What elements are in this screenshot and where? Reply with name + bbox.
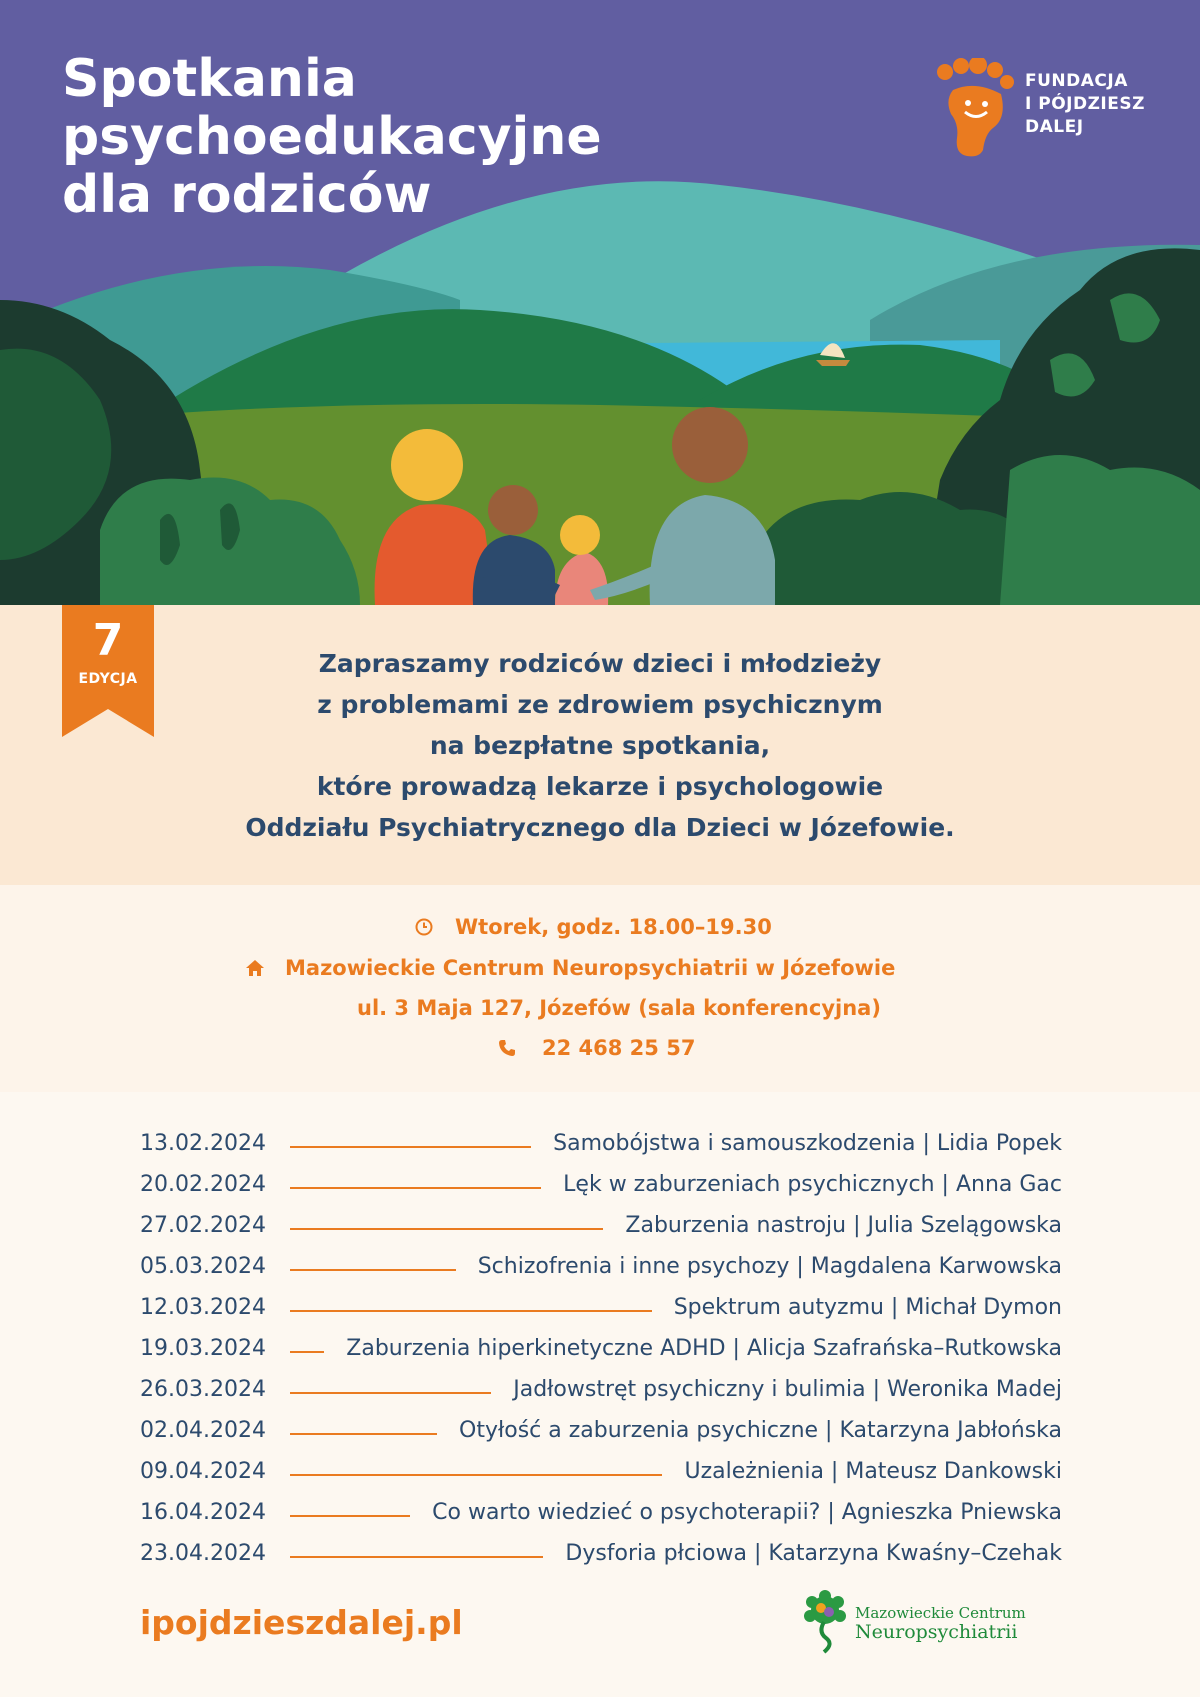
schedule-row — [140, 1205, 1062, 1245]
schedule-row — [140, 1246, 1062, 1286]
title-line-3: dla rodziców — [62, 165, 432, 225]
session-topic: Zaburzenia nastroju | Julia Szelągowska — [625, 1212, 1062, 1238]
session-date: 19.03.2024 — [140, 1335, 266, 1361]
session-date: 05.03.2024 — [140, 1253, 266, 1279]
row-leader-line — [290, 1228, 603, 1230]
session-topic: Otyłość a zaburzenia psychiczne | Katarzyna Jabłońska — [459, 1417, 1062, 1443]
edition-label: EDYCJA — [78, 671, 138, 687]
session-topic: Dysforia płciowa | Katarzyna Kwaśny–Czehak — [565, 1540, 1062, 1566]
home-icon — [245, 954, 275, 982]
session-topic: Spektrum autyzmu | Michał Dymon — [673, 1294, 1062, 1320]
session-date: 20.02.2024 — [140, 1171, 266, 1197]
time-info — [415, 913, 772, 941]
session-date: 27.02.2024 — [140, 1212, 266, 1238]
address-info — [357, 994, 881, 1022]
foundation-logo — [935, 58, 1165, 158]
title-line-1: Spotkania — [62, 49, 357, 109]
schedule-row — [140, 1533, 1062, 1573]
logo-line-2: I PÓJDZIESZ — [1025, 94, 1145, 114]
logo-line-3: DALEJ — [1025, 117, 1084, 137]
invitation-line-2: z problemami ze zdrowiem psychicznym — [317, 690, 883, 719]
partner-name — [855, 1604, 1026, 1642]
session-date: 26.03.2024 — [140, 1376, 266, 1402]
logo-line-1: FUNDACJA — [1025, 71, 1128, 91]
invitation-text — [150, 643, 1050, 848]
row-leader-line — [290, 1474, 662, 1476]
row-leader-line — [290, 1515, 410, 1517]
session-date: 23.04.2024 — [140, 1540, 266, 1566]
partner-logo — [800, 1588, 1070, 1658]
schedule-row — [140, 1451, 1062, 1491]
schedule-row — [140, 1369, 1062, 1409]
invitation-line-1: Zapraszamy rodziców dzieci i młodzieży — [318, 649, 882, 678]
schedule-row — [140, 1328, 1062, 1368]
schedule-row — [140, 1492, 1062, 1532]
session-topic: Zaburzenia hiperkinetyczne ADHD | Alicja Szafrańska–Rutkowska — [346, 1335, 1062, 1361]
session-date: 16.04.2024 — [140, 1499, 266, 1525]
row-leader-line — [290, 1269, 456, 1271]
invitation-line-3: na bezpłatne spotkania, — [429, 731, 771, 760]
session-date: 09.04.2024 — [140, 1458, 266, 1484]
row-leader-line — [290, 1433, 437, 1435]
schedule-row — [140, 1164, 1062, 1204]
session-topic: Samobójstwa i samouszkodzenia | Lidia Popek — [553, 1130, 1062, 1156]
invitation-line-4: które prowadzą lekarze i psychologowie — [316, 772, 884, 801]
schedule-row — [140, 1287, 1062, 1327]
address-text: ul. 3 Maja 127, Józefów (sala konferencyjna) — [357, 996, 881, 1020]
session-date: 12.03.2024 — [140, 1294, 266, 1320]
session-date: 02.04.2024 — [140, 1417, 266, 1443]
session-topic: Co warto wiedzieć o psychoterapii? | Agnieszka Pniewska — [432, 1499, 1062, 1525]
row-leader-line — [290, 1556, 543, 1558]
footprint-icon — [935, 58, 1021, 158]
hero-illustration — [0, 0, 1200, 605]
time-text: Wtorek, godz. 18.00–19.30 — [455, 915, 772, 939]
title-line-2: psychoedukacyjne — [62, 107, 602, 167]
phone-icon — [498, 1034, 528, 1062]
row-leader-line — [290, 1351, 324, 1353]
flower-icon — [800, 1588, 850, 1654]
edition-number: 7 — [92, 615, 124, 666]
partner-line-1: Mazowieckie Centrum — [855, 1604, 1026, 1622]
edition-badge — [62, 605, 154, 737]
phone-info — [498, 1034, 695, 1062]
phone-text: 22 468 25 57 — [542, 1036, 696, 1060]
session-topic: Jadłowstręt psychiczny i bulimia | Weronika Madej — [513, 1376, 1062, 1402]
schedule-row — [140, 1410, 1062, 1450]
session-date: 13.02.2024 — [140, 1130, 266, 1156]
row-leader-line — [290, 1187, 541, 1189]
row-leader-line — [290, 1146, 531, 1148]
session-topic: Schizofrenia i inne psychozy | Magdalena Karwowska — [477, 1253, 1062, 1279]
foundation-name — [1025, 70, 1145, 139]
partner-line-2: Neuropsychiatrii — [855, 1621, 1018, 1643]
invitation-line-5: Oddziału Psychiatrycznego dla Dzieci w Józefowie. — [245, 813, 955, 842]
clock-icon — [415, 913, 445, 941]
venue-text: Mazowieckie Centrum Neuropsychiatrii w Józefowie — [285, 956, 896, 980]
website-link[interactable]: ipojdzieszdalej.pl — [140, 1603, 463, 1642]
session-topic: Lęk w zaburzeniach psychicznych | Anna Gac — [563, 1171, 1062, 1197]
row-leader-line — [290, 1392, 491, 1394]
schedule-row — [140, 1123, 1062, 1163]
session-topic: Uzależnienia | Mateusz Dankowski — [684, 1458, 1062, 1484]
venue-info — [245, 954, 895, 982]
row-leader-line — [290, 1310, 652, 1312]
poster-title — [62, 50, 602, 224]
